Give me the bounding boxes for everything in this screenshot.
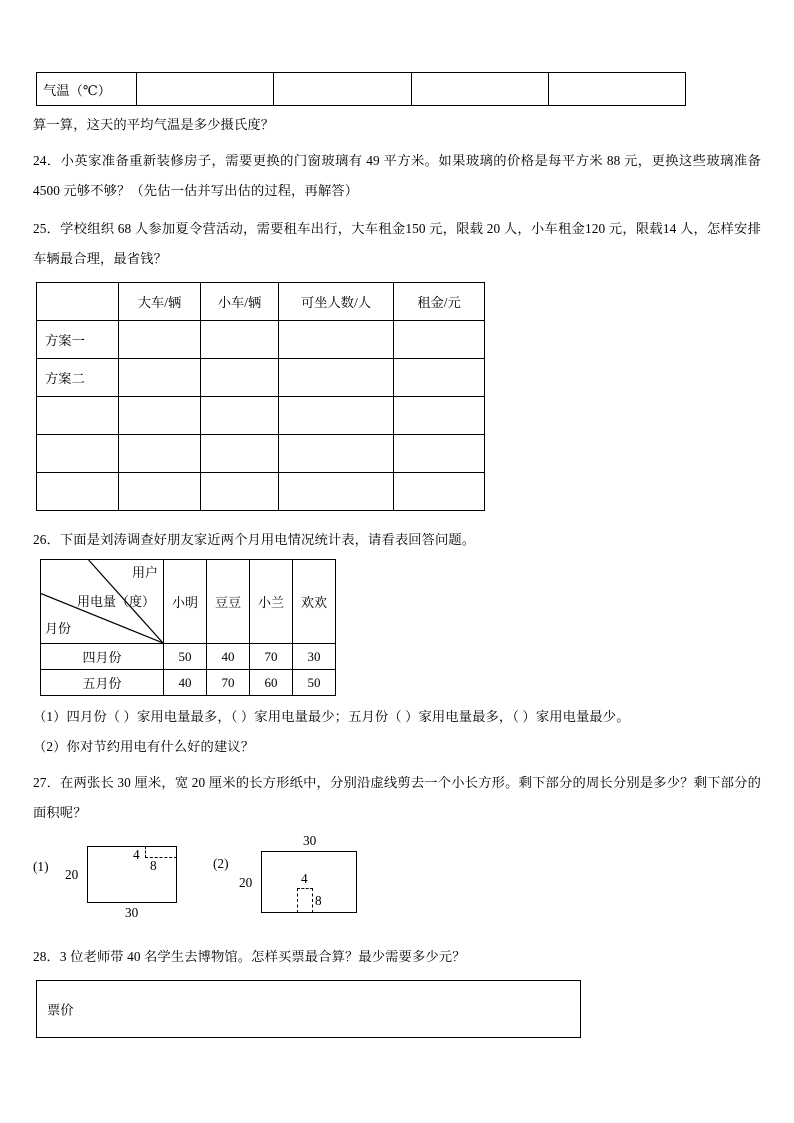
question-27-body (33, 768, 761, 828)
electricity-value-2-2: 70 (207, 670, 250, 696)
plan-cell-1-4[interactable] (394, 321, 485, 359)
plan-row-label-1: 方案一 (37, 321, 119, 359)
electricity-user-3: 小兰 (250, 560, 293, 644)
electricity-value-1-2: 40 (207, 644, 250, 670)
figure-2-cut-width-label: 4 (301, 871, 308, 886)
electricity-user-4: 欢欢 (293, 560, 336, 644)
plan-row-label-2: 方案二 (37, 359, 119, 397)
table-row (37, 473, 485, 511)
question-27-text: 在两张长 30 厘米，宽 20 厘米的长方形纸中，分别沿虚线剪去一个小长方形。剩下部分的周长分别是多少？剩下部分的面积呢？ (33, 775, 761, 820)
electricity-value-2-1: 40 (164, 670, 207, 696)
question-26-body (33, 525, 761, 555)
electricity-month-1: 四月份 (41, 644, 164, 670)
temperature-table (36, 72, 686, 106)
figure-2-label: (2) (213, 856, 229, 871)
question-27-number: 27． (33, 775, 61, 790)
question-24-number: 24． (33, 153, 61, 168)
corner-middle-label: 用电量（度） (77, 594, 156, 609)
table-row (37, 359, 485, 397)
average-prompt-section (0, 110, 794, 140)
temperature-row-label: 气温（℃） (37, 73, 137, 106)
plan-row-label-4[interactable] (37, 435, 119, 473)
plan-cell-4-4[interactable] (394, 435, 485, 473)
electricity-value-1-4: 30 (293, 644, 336, 670)
question-24 (0, 146, 794, 206)
plan-table (36, 282, 485, 511)
plan-cell-2-3[interactable] (279, 359, 394, 397)
temperature-cell-1[interactable] (137, 73, 274, 106)
plan-header-big-bus: 大车/辆 (119, 283, 201, 321)
table-row (41, 644, 336, 670)
plan-cell-5-1[interactable] (119, 473, 201, 511)
question-26-number: 26． (33, 532, 60, 547)
plan-cell-1-1[interactable] (119, 321, 201, 359)
plan-cell-5-4[interactable] (394, 473, 485, 511)
temperature-cell-4[interactable] (548, 73, 685, 106)
question-25-number: 25． (33, 221, 61, 236)
figure-2-width-label: 30 (303, 833, 317, 848)
electricity-user-2: 豆豆 (207, 560, 250, 644)
table-row (37, 397, 485, 435)
electricity-subquestion-1: （1）四月份（ ）家用电量最多，（ ）家用电量最少；五月份（ ）家用电量最多，（ ）家用电量最少。 (33, 709, 630, 724)
corner-bottom-label: 月份 (45, 621, 72, 636)
plan-row-label-5[interactable] (37, 473, 119, 511)
electricity-subquestion-2: （2）你对节约用电有什么好的建议？ (33, 739, 255, 754)
question-27 (0, 768, 794, 934)
question-24-text: 小英家准备重新装修房子，需要更换的门窗玻璃有 49 平方米。如果玻璃的价格是每平方米 88 元，更换这些玻璃准备 4500 元够不够？（先估一估并写出估的过程，再解答） (33, 153, 761, 198)
electricity-table (40, 559, 336, 696)
plan-cell-1-2[interactable] (201, 321, 279, 359)
question-25-text: 学校组织 68 人参加夏令营活动，需要租车出行，大车租金150 元，限载 20 人，小车租金120 元，限载14 人，怎样安排车辆最合理，最省钱？ (33, 221, 761, 266)
plan-header-blank (37, 283, 119, 321)
plan-cell-4-3[interactable] (279, 435, 394, 473)
plan-cell-3-2[interactable] (201, 397, 279, 435)
plan-cell-1-3[interactable] (279, 321, 394, 359)
electricity-user-1: 小明 (164, 560, 207, 644)
question-25 (0, 214, 794, 511)
table-row (37, 73, 686, 106)
plan-cell-2-1[interactable] (119, 359, 201, 397)
table-row (41, 670, 336, 696)
electricity-value-1-1: 50 (164, 644, 207, 670)
ticket-price-label: 票价 (47, 1002, 74, 1018)
plan-cell-2-2[interactable] (201, 359, 279, 397)
table-row (37, 435, 485, 473)
question-28-text: 3 位老师带 40 名学生去博物馆。怎样买票最合算？最少需要多少元？ (59, 949, 466, 964)
plan-cell-4-1[interactable] (119, 435, 201, 473)
figure-1-cut-height-label: 8 (150, 858, 157, 873)
average-prompt: 算一算，这天的平均气温是多少摄氏度？ (33, 117, 275, 132)
temperature-cell-3[interactable] (411, 73, 548, 106)
electricity-month-2: 五月份 (41, 670, 164, 696)
figure-1-cut-width-label: 4 (133, 847, 140, 862)
plan-header-seats: 可坐人数/人 (279, 283, 394, 321)
ticket-price-box[interactable] (36, 980, 581, 1038)
question-26 (0, 525, 794, 762)
plan-cell-3-3[interactable] (279, 397, 394, 435)
temperature-table-section (0, 0, 794, 106)
figure-2-cutout (297, 888, 313, 913)
figure-1-label: (1) (33, 859, 49, 874)
electricity-corner-header (41, 560, 164, 644)
electricity-value-2-3: 60 (250, 670, 293, 696)
figure-1-width-label: 30 (125, 905, 139, 920)
plan-header-small-bus: 小车/辆 (201, 283, 279, 321)
figure-2-cut-height-label: 8 (315, 893, 322, 908)
plan-header-rent: 租金/元 (394, 283, 485, 321)
plan-cell-2-4[interactable] (394, 359, 485, 397)
plan-cell-3-1[interactable] (119, 397, 201, 435)
figures-row (33, 834, 761, 934)
temperature-cell-2[interactable] (274, 73, 411, 106)
electricity-value-2-4: 50 (293, 670, 336, 696)
plan-cell-5-2[interactable] (201, 473, 279, 511)
question-28-number: 28． (33, 949, 60, 964)
corner-top-label: 用户 (131, 565, 158, 580)
plan-cell-5-3[interactable] (279, 473, 394, 511)
plan-cell-4-2[interactable] (201, 435, 279, 473)
electricity-value-1-3: 70 (250, 644, 293, 670)
figure-1-cutout (145, 846, 177, 858)
table-row (37, 321, 485, 359)
question-25-body (33, 214, 761, 274)
question-28 (0, 942, 794, 1038)
plan-cell-3-4[interactable] (394, 397, 485, 435)
electricity-header-row (41, 560, 336, 644)
question-24-body (33, 146, 761, 206)
plan-row-label-3[interactable] (37, 397, 119, 435)
figure-2-height-label: 20 (239, 875, 253, 890)
question-26-text: 下面是刘涛调查好朋友家近两个月用电情况统计表，请看表回答问题。 (59, 532, 476, 547)
electricity-table-wrap (40, 559, 761, 696)
figure-1-height-label: 20 (65, 867, 79, 882)
question-28-body (33, 942, 761, 972)
plan-table-header-row (37, 283, 485, 321)
